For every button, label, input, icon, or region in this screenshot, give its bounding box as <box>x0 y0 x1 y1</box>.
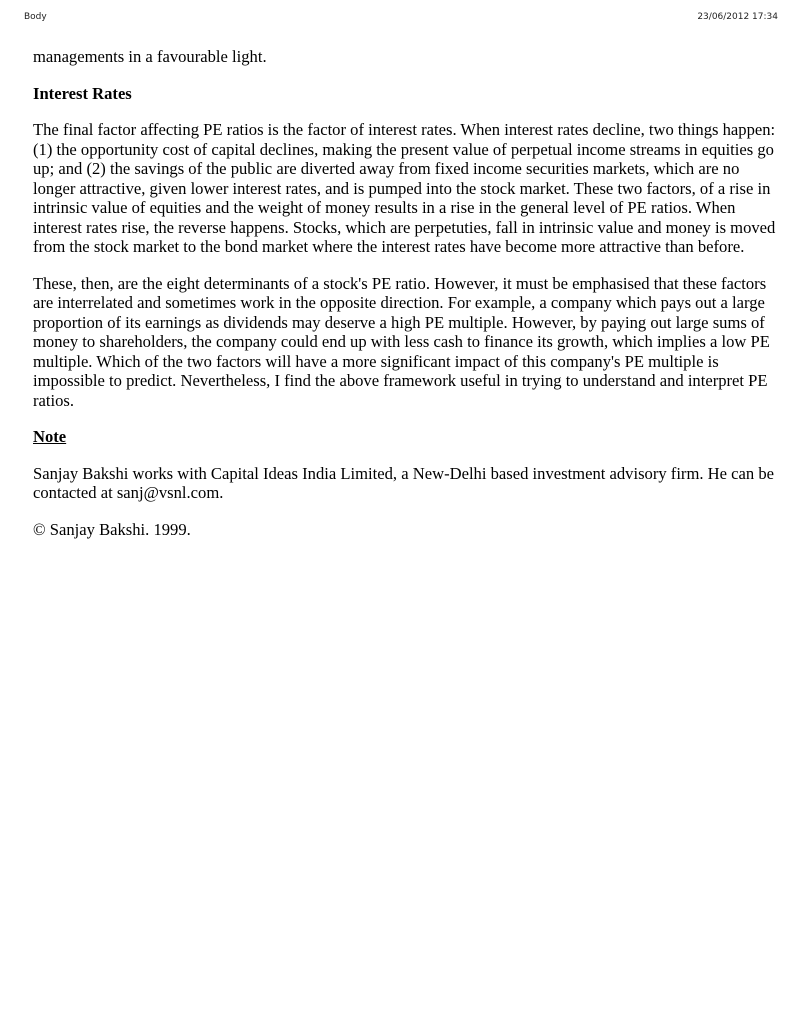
intro-fragment: managements in a favourable light. <box>33 47 267 66</box>
document-body <box>33 47 781 556</box>
print-header <box>24 12 788 26</box>
paragraph-interest-rates: The final factor affecting PE ratios is the factor of interest rates. When interest rates decline, two things happen: (1) the opportunity cost of capital declines, making the present value of perpetual income streams in equities go up; and (2) the savings of the public are diverted away from fixed income securities markets, which are no longer attractive, given lower interest rates, and is pumped into the stock market. These two factors, of a rise in intrinsic value of equities and the weight of money results in a rise in the general level of PE ratios. When interest rates rise, the reverse happens. Stocks, which are perpetuties, fall in intrinsic value and money is moved from the stock market to the bond market where the interest rates have become more attractive than before. <box>33 120 776 256</box>
paragraph-summary: These, then, are the eight determinants of a stock's PE ratio. However, it must be emphasised that these factors are interrelated and sometimes work in the opposite direction. For example, a company which pays out a large proportion of its earnings as dividends may deserve a high PE multiple. However, by paying out large sums of money to shareholders, the company could end up with less cash to finance its growth, which implies a low PE multiple. Which of the two factors will have a more significant impact of this company's PE multiple is impossible to predict. Nevertheless, I find the above framework useful in trying to understand and interpret PE ratios. <box>33 273 770 410</box>
paragraph-note: Sanjay Bakshi works with Capital Ideas India Limited, a New-Delhi based investment advisory firm. He can be contacted at sanj@vsnl.com. <box>33 463 774 502</box>
header-document-title: Body <box>24 12 47 22</box>
copyright-line: © Sanjay Bakshi. 1999. <box>33 519 191 539</box>
header-timestamp: 23/06/2012 17:34 <box>697 12 778 22</box>
heading-interest-rates: Interest Rates <box>33 83 132 103</box>
heading-note: Note <box>33 427 67 446</box>
